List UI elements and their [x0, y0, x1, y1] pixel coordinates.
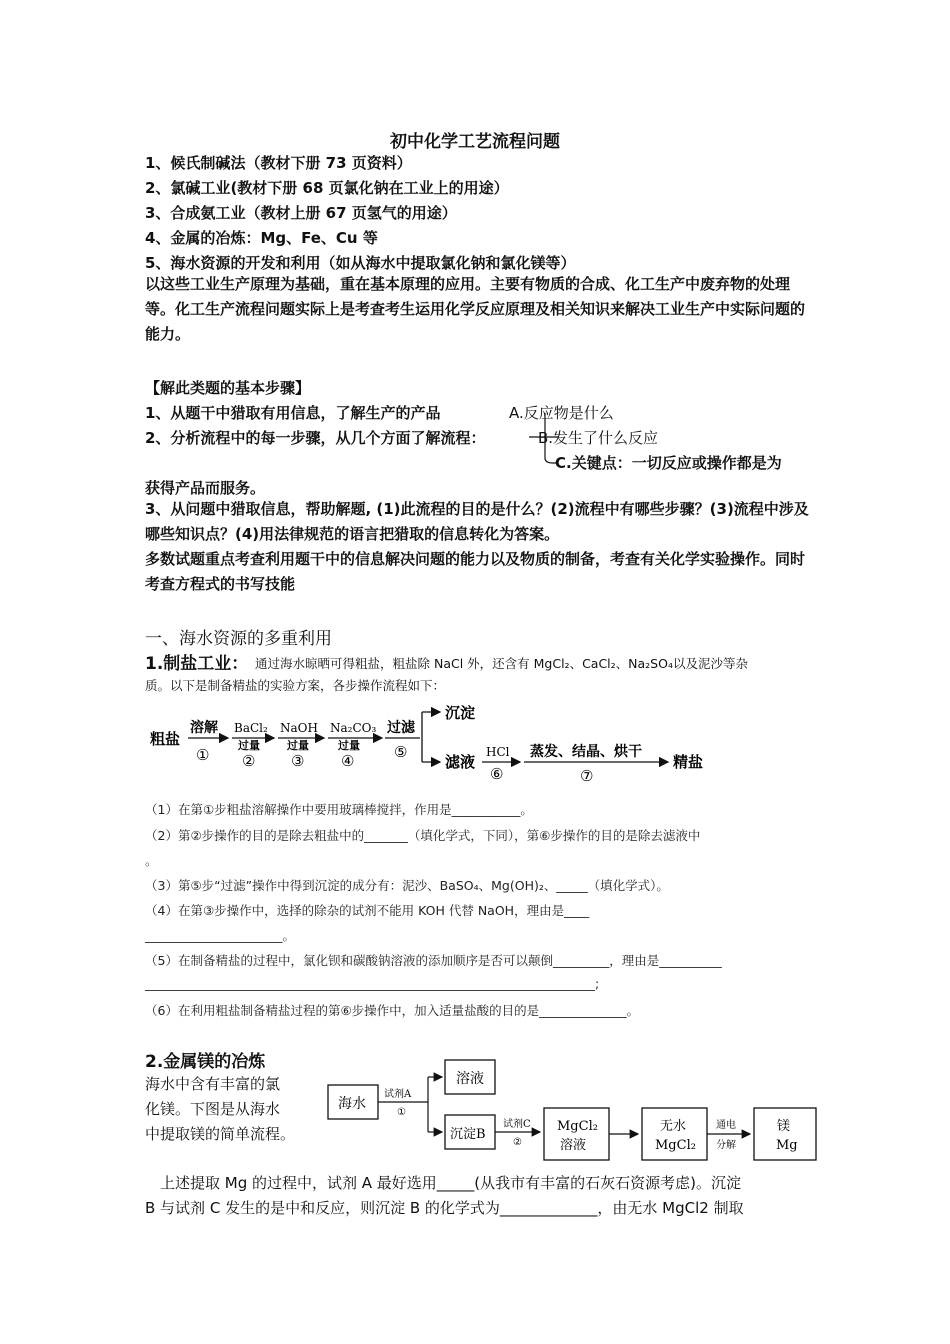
- step-1: 1、从题干中猎取有用信息，了解生产的产品: [145, 404, 441, 422]
- section-2-desc: 化镁。下图是从海水: [145, 1100, 281, 1118]
- flow-step2-mid: 过量: [238, 739, 260, 752]
- salt-flow-diagram: [140, 700, 720, 790]
- label-num1: ①: [397, 1107, 406, 1118]
- question-2-cont: 。: [145, 853, 158, 868]
- steps-heading: 【解此类题的基本步骤】: [145, 379, 311, 397]
- label-mg: 镁: [777, 1119, 791, 1134]
- flow-step4-num: ④: [341, 752, 355, 770]
- section-1-heading: 一、海水资源的多重利用: [145, 629, 332, 649]
- step-3: 3、从问题中猎取信息，帮助解题, (1)此流程的目的是什么？(2)流程中有哪些步骤？(3)流程中涉及哪些知识点？(4)用法律规范的语言把猎取的信息转化为答案。: [145, 500, 809, 543]
- section-2-paragraph: B 与试剂 C 发生的是中和反应，则沉淀 B 的化学式为_____________，由无水 MgCl2 制取: [145, 1199, 744, 1217]
- flow-step6-num: ⑥: [490, 765, 504, 783]
- branch-c: C.关键点：一切反应或操作都是为: [555, 454, 782, 472]
- intro-item: 2、氯碱工业(教材下册 68 页氯化钠在工业上的用途）: [145, 179, 509, 197]
- mg-flow-diagram: [320, 1050, 825, 1170]
- intro-item: 5、海水资源的开发和利用（如从海水中提取氯化钠和氯化镁等）: [145, 254, 576, 272]
- flow-step4-label: Na₂CO₃: [330, 721, 377, 735]
- question-6: （6）在利用粗盐制备精盐过程的第⑥步操作中，加入适量盐酸的目的是______________。: [145, 1003, 640, 1018]
- section-1-desc: 质。以下是制备精盐的实验方案，各步操作流程如下：: [145, 678, 446, 693]
- label-mgcl2-sol-2: 溶液: [560, 1138, 587, 1153]
- section-2-desc: 海水中含有丰富的氯: [145, 1075, 281, 1093]
- label-anhydrous-2: MgCl₂: [655, 1138, 696, 1153]
- question-5-cont: ________________________________________________________________________;: [145, 976, 600, 991]
- question-4-cont: ______________________。: [145, 928, 296, 943]
- flow-end: 精盐: [673, 753, 704, 771]
- flow-step5-label: 过滤: [387, 720, 415, 736]
- flow-filtrate: 滤液: [445, 753, 476, 771]
- intro-item: 4、金属的冶炼：Mg、Fe、Cu 等: [145, 229, 378, 247]
- flow-start: 粗盐: [150, 730, 181, 748]
- label-reagent-c: 试剂C: [503, 1119, 531, 1130]
- section-1-subheading: 1.制盐工业：: [145, 654, 249, 674]
- flow-precipitate: 沉淀: [445, 704, 476, 722]
- section-2-desc: 中提取镁的简单流程。: [145, 1125, 296, 1143]
- summary: 多数试题重点考查利用题干中的信息解决问题的能力以及物质的制备，考查有关化学实验操作。同时考查方程式的书写技能: [145, 550, 806, 593]
- label-reagent-a: 试剂A: [384, 1089, 412, 1100]
- section-2-heading: 2.金属镁的冶炼: [145, 1052, 266, 1072]
- flow-step4-mid: 过量: [338, 739, 360, 752]
- flow-step3-mid: 过量: [287, 739, 309, 752]
- page-title: 初中化学工艺流程问题: [390, 132, 560, 152]
- section-2-paragraph: 上述提取 Mg 的过程中，试剂 A 最好选用_____(从我市有丰富的石灰石资源考虑)。沉淀: [160, 1174, 742, 1192]
- question-1: （1）在第①步粗盐溶解操作中要用玻璃棒搅拌，作用是___________。: [145, 802, 533, 817]
- label-elec-top: 通电: [716, 1120, 736, 1131]
- label-elec-bottom: 分解: [716, 1140, 736, 1151]
- question-5: （5）在制备精盐的过程中，氯化钡和碳酸钠溶液的添加顺序是否可以颠倒_________，理由是__________: [145, 953, 722, 968]
- intro-item: 3、合成氨工业（教材上册 67 页氢气的用途）: [145, 204, 457, 222]
- intro-paragraph: 以这些工业生产原理为基础，重在基本原理的应用。主要有物质的合成、化工生产中废弃物的处理等。化工生产流程问题实际上是考查考生运用化学反应原理及相关知识来解决工业生产中实际问题的能力。: [145, 275, 806, 343]
- branch-b: B.发生了什么反应: [538, 429, 659, 447]
- flow-step1-label: 溶解: [190, 720, 218, 736]
- flow-step3-label: NaOH: [280, 721, 318, 735]
- flow-step6-label: HCl: [486, 745, 510, 759]
- question-2: （2）第②步操作的目的是除去粗盐中的_______（填化学式，下同），第⑥步操作的目的是除去滤液中: [145, 828, 701, 843]
- label-num2: ②: [513, 1137, 522, 1148]
- label-precipitate-b: 沉淀B: [450, 1127, 486, 1142]
- flow-step7-label: 蒸发、结晶、烘干: [530, 744, 642, 760]
- flow-step1-num: ①: [196, 746, 210, 764]
- flow-step5-num: ⑤: [394, 743, 408, 761]
- bracket-lines: [525, 410, 565, 470]
- step-2: 2、分析流程中的每一步骤，从几个方面了解流程：: [145, 429, 486, 447]
- flow-step2-label: BaCl₂: [234, 721, 268, 735]
- label-solution: 溶液: [456, 1071, 484, 1087]
- branch-c-cont: 获得产品而服务。: [145, 479, 266, 497]
- flow-step2-num: ②: [242, 752, 256, 770]
- branch-a: A.反应物是什么: [509, 404, 614, 422]
- label-seawater: 海水: [338, 1096, 366, 1112]
- label-mg-2: Mg: [776, 1138, 798, 1153]
- label-anhydrous: 无水: [660, 1119, 687, 1134]
- question-4: （4）在第③步操作中，选择的除杂的试剂不能用 KOH 代替 NaOH，理由是____: [145, 903, 590, 918]
- section-1-desc: 通过海水晾晒可得粗盐，粗盐除 NaCl 外，还含有 MgCl₂、CaCl₂、Na₂SO₄以及泥沙等杂: [255, 656, 748, 671]
- flow-step7-num: ⑦: [580, 767, 594, 785]
- label-mgcl2-sol: MgCl₂: [557, 1119, 598, 1134]
- flow-step3-num: ③: [291, 752, 305, 770]
- intro-item: 1、候氏制碱法（教材下册 73 页资料）: [145, 154, 412, 172]
- question-3: （3）第⑤步“过滤”操作中得到沉淀的成分有：泥沙、BaSO₄、Mg(OH)₂、_____（填化学式）。: [145, 878, 669, 893]
